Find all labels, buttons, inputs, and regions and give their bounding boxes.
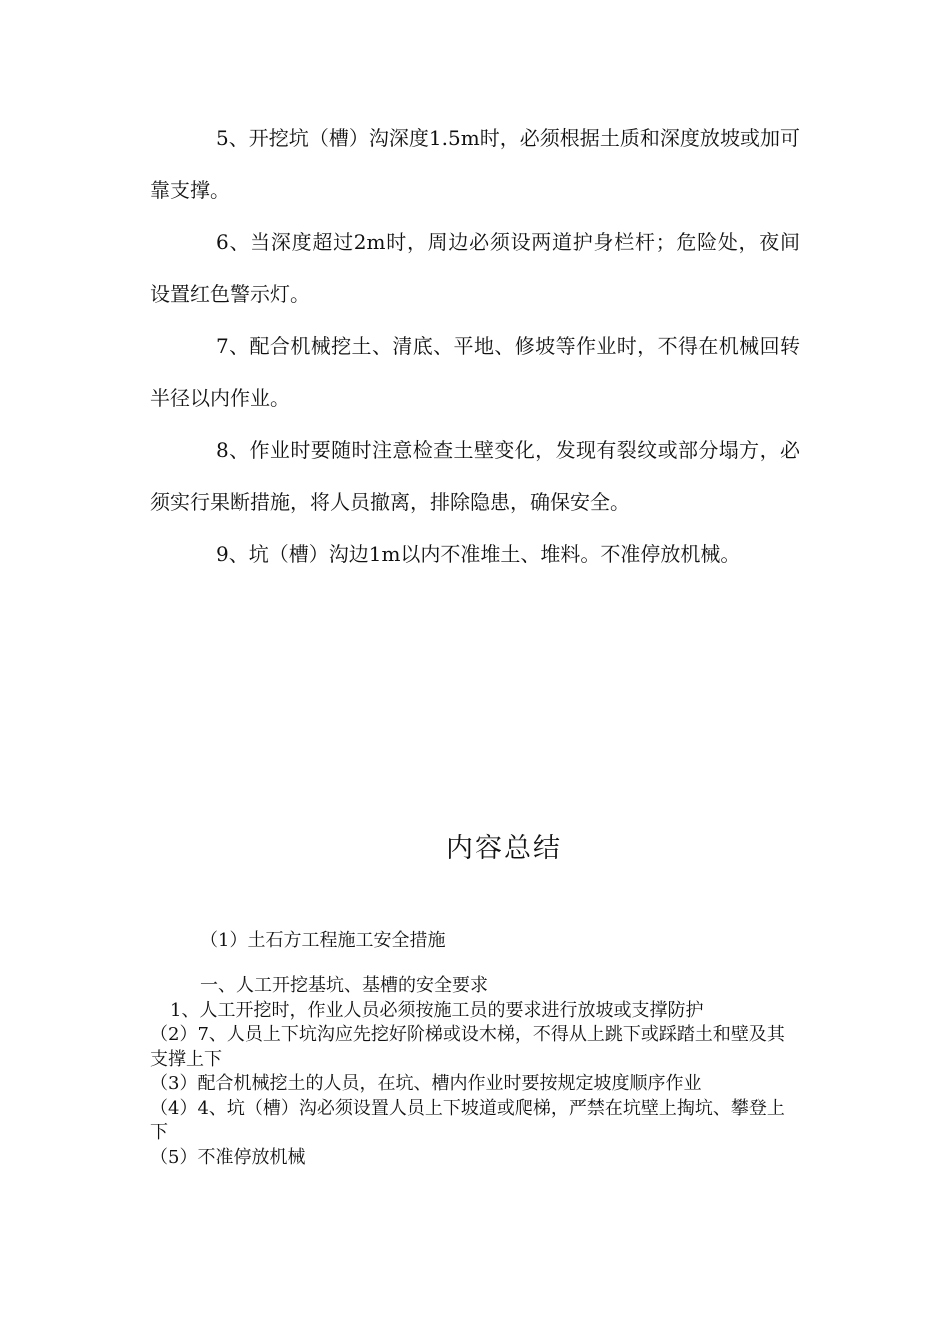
summary-line-1: 1、人工开挖时，作业人员必须按施工员的要求进行放坡或支撑防护 [170,999,704,1021]
summary-line-4: （4）4、坑（槽）沟必须设置人员上下坡道或爬梯，严禁在坑壁上掏坑、攀登上下 [150,1097,785,1143]
paragraph-8: 8、作业时要随时注意检查土壁变化，发现有裂纹或部分塌方，必须实行果断措施，将人员撤离，排除隐患，确保安全。 [150,438,800,514]
summary-line-5: （5）不准停放机械 [150,1146,306,1168]
summary-subtitle: （1）土石方工程施工安全措施 [200,930,446,951]
paragraph-7: 7、配合机械挖土、清底、平地、修坡等作业时，不得在机械回转半径以内作业。 [150,334,800,410]
body-paragraphs [150,112,800,580]
summary-line-heading: 一、人工开挖基坑、基槽的安全要求 [200,975,488,996]
paragraph-6: 6、当深度超过2m时，周边必须设两道护身栏杆；危险处，夜间设置红色警示灯。 [150,230,800,306]
summary-line-2: （2）7、人员上下坑沟应先挖好阶梯或设木梯，不得从上跳下或踩踏土和壁及其支撑上下 [150,1024,785,1070]
summary-title: 内容总结 [446,833,562,864]
summary-list [150,974,800,1170]
paragraph-9: 9、坑（槽）沟边1m以内不准堆土、堆料。不准停放机械。 [216,542,741,566]
summary-line-3: （3）配合机械挖土的人员，在坑、槽内作业时要按规定坡度顺序作业 [150,1073,702,1094]
paragraph-5: 5、开挖坑（槽）沟深度1.5m时，必须根据土质和深度放坡或加可靠支撑。 [150,126,800,202]
